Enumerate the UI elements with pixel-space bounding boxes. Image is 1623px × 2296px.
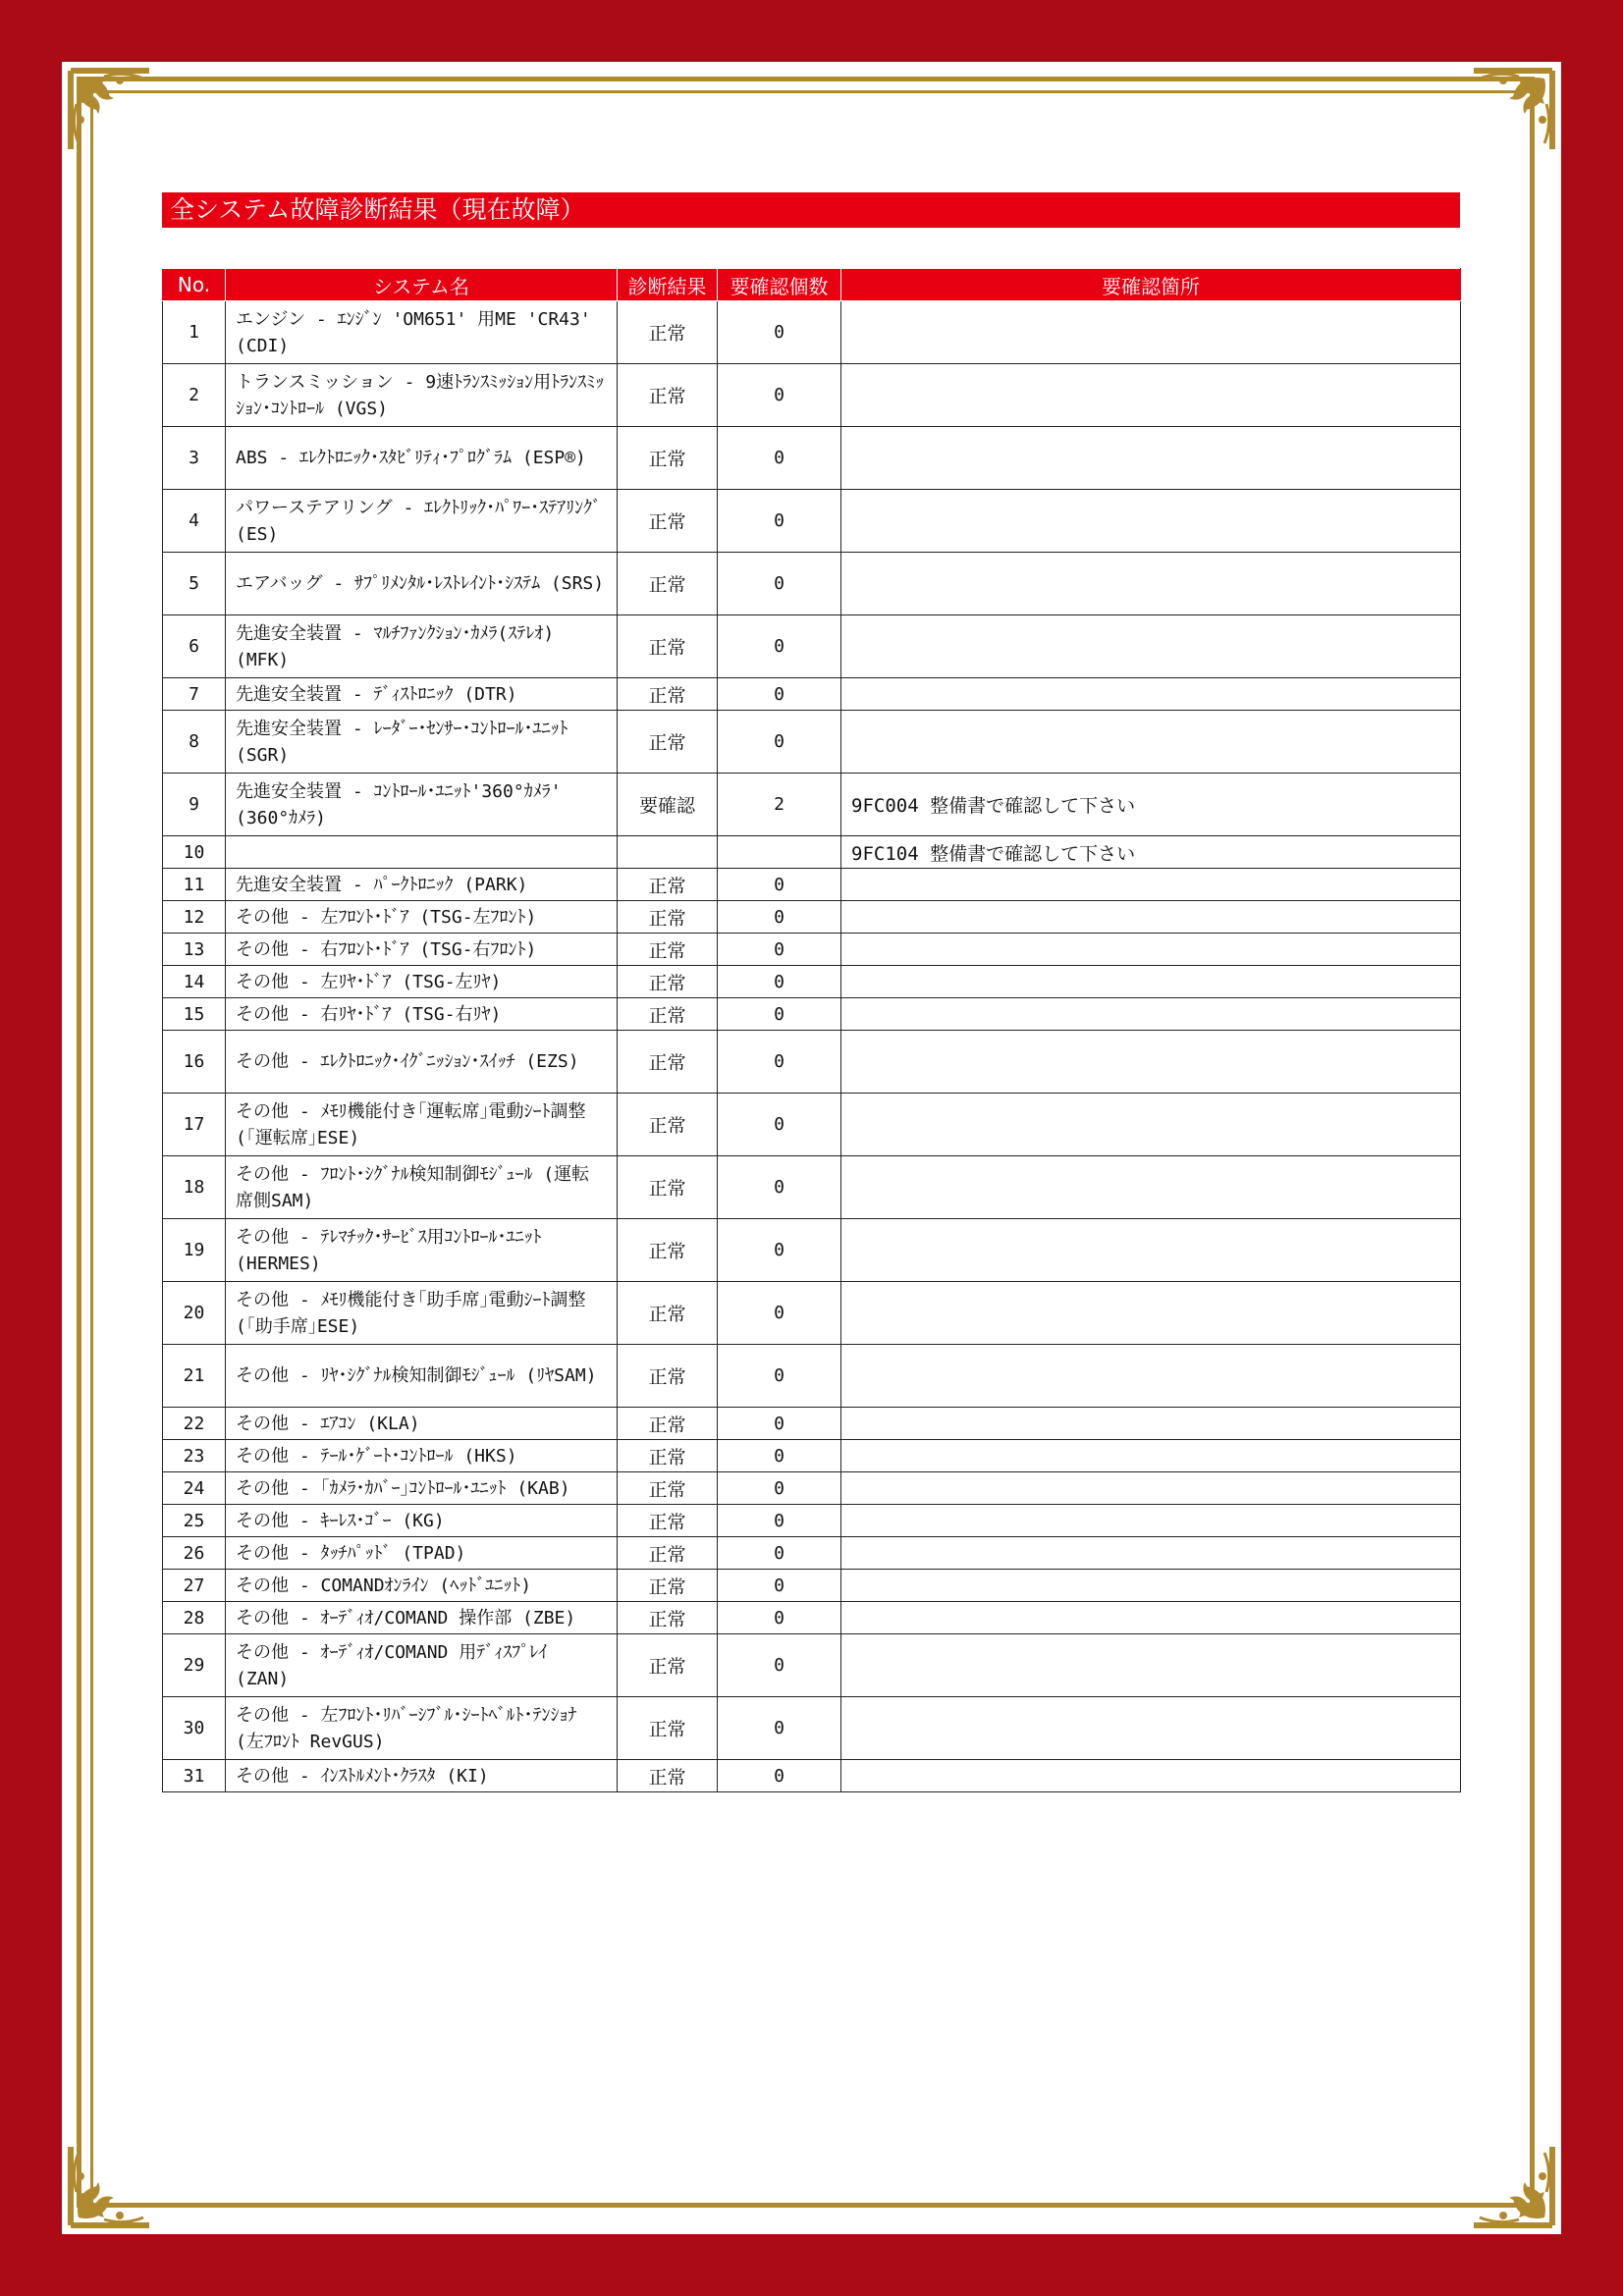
table-row (163, 1537, 1461, 1570)
check-location-cell: 9FC104 整備書で確認して下さい (841, 836, 1461, 869)
check-count-cell: 0 (718, 934, 841, 966)
table-row (163, 836, 1461, 869)
check-count-cell: 0 (718, 1760, 841, 1792)
system-name-cell: その他 - 右ﾘﾔ･ﾄﾞｱ (TSG-右ﾘﾔ) (226, 998, 618, 1031)
system-name-cell: その他 - ﾀｯﾁﾊﾟｯﾄﾞ (TPAD) (226, 1537, 618, 1570)
diagnosis-result-cell: 正常 (618, 1345, 718, 1408)
row-number: 18 (163, 1156, 226, 1219)
check-location-cell (841, 1031, 1461, 1094)
table-row (163, 1570, 1461, 1602)
table-header-row (163, 269, 1461, 301)
check-location-cell (841, 364, 1461, 427)
row-number: 16 (163, 1031, 226, 1094)
check-location-cell (841, 1156, 1461, 1219)
check-location-cell (841, 1505, 1461, 1537)
row-number: 27 (163, 1570, 226, 1602)
table-row (163, 1219, 1461, 1282)
row-number: 29 (163, 1634, 226, 1697)
check-count-cell (718, 836, 841, 869)
check-count-cell: 0 (718, 901, 841, 934)
check-count-cell: 0 (718, 1156, 841, 1219)
row-number: 31 (163, 1760, 226, 1792)
check-count-cell: 0 (718, 364, 841, 427)
row-number: 11 (163, 869, 226, 901)
system-name-cell: ABS - ｴﾚｸﾄﾛﾆｯｸ･ｽﾀﾋﾞﾘﾃｨ･ﾌﾟﾛｸﾞﾗﾑ (ESP®) (226, 427, 618, 490)
table-row (163, 869, 1461, 901)
system-name-cell: 先進安全装置 - ﾏﾙﾁﾌｧﾝｸｼｮﾝ･ｶﾒﾗ(ｽﾃﾚｵ) (MFK) (226, 615, 618, 678)
diagnosis-result-cell: 正常 (618, 998, 718, 1031)
page-title: 全システム故障診断結果（現在故障） (162, 192, 1460, 228)
check-location-cell (841, 678, 1461, 711)
diagnosis-result-cell: 正常 (618, 678, 718, 711)
check-location-cell (841, 711, 1461, 774)
table-row (163, 1031, 1461, 1094)
row-number: 13 (163, 934, 226, 966)
system-name-cell: その他 - ﾌﾛﾝﾄ･ｼｸﾞﾅﾙ検知制御ﾓｼﾞｭｰﾙ (運転席側SAM) (226, 1156, 618, 1219)
system-name-cell: その他 - ｢ｶﾒﾗ･ｶﾊﾞｰ｣ｺﾝﾄﾛｰﾙ･ﾕﾆｯﾄ (KAB) (226, 1472, 618, 1505)
check-location-cell (841, 301, 1461, 364)
system-name-cell: その他 - 右ﾌﾛﾝﾄ･ﾄﾞｱ (TSG-右ﾌﾛﾝﾄ) (226, 934, 618, 966)
table-row (163, 427, 1461, 490)
row-number: 17 (163, 1094, 226, 1156)
check-count-cell: 0 (718, 1602, 841, 1634)
system-name-cell: エンジン - ｴﾝｼﾞﾝ 'OM651' 用ME 'CR43' (CDI) (226, 301, 618, 364)
check-location-cell (841, 1760, 1461, 1792)
row-number: 28 (163, 1602, 226, 1634)
system-name-cell: その他 - ｵｰﾃﾞｨｵ/COMAND 操作部 (ZBE) (226, 1602, 618, 1634)
check-count-cell: 0 (718, 1031, 841, 1094)
check-location-cell (841, 869, 1461, 901)
diagnosis-result-cell: 正常 (618, 1219, 718, 1282)
diagnosis-result-cell (618, 836, 718, 869)
table-row (163, 998, 1461, 1031)
system-name-cell: その他 - 左ﾘﾔ･ﾄﾞｱ (TSG-左ﾘﾔ) (226, 966, 618, 998)
header-check-location: 要確認箇所 (841, 269, 1461, 301)
header-check-count: 要確認個数 (718, 269, 841, 301)
check-location-cell (841, 1408, 1461, 1440)
diagnosis-result-cell: 正常 (618, 301, 718, 364)
table-row (163, 1094, 1461, 1156)
diagnosis-result-cell: 正常 (618, 869, 718, 901)
system-name-cell: その他 - 左ﾌﾛﾝﾄ･ﾄﾞｱ (TSG-左ﾌﾛﾝﾄ) (226, 901, 618, 934)
diagnosis-result-cell: 正常 (618, 1440, 718, 1472)
table-row (163, 1408, 1461, 1440)
row-number: 30 (163, 1697, 226, 1760)
system-name-cell: 先進安全装置 - ﾃﾞｨｽﾄﾛﾆｯｸ (DTR) (226, 678, 618, 711)
table-row (163, 1602, 1461, 1634)
system-name-cell: 先進安全装置 - ﾊﾟｰｸﾄﾛﾆｯｸ (PARK) (226, 869, 618, 901)
diagnosis-result-cell: 正常 (618, 901, 718, 934)
corner-ornament-icon (65, 65, 155, 155)
check-count-cell: 0 (718, 1697, 841, 1760)
row-number: 23 (163, 1440, 226, 1472)
table-row (163, 711, 1461, 774)
row-number: 2 (163, 364, 226, 427)
table-row (163, 364, 1461, 427)
table-row (163, 934, 1461, 966)
table-row (163, 1440, 1461, 1472)
diagnosis-result-cell: 要確認 (618, 774, 718, 836)
check-location-cell (841, 1537, 1461, 1570)
system-name-cell: その他 - ﾘﾔ･ｼｸﾞﾅﾙ検知制御ﾓｼﾞｭｰﾙ (ﾘﾔSAM) (226, 1345, 618, 1408)
check-location-cell (841, 1472, 1461, 1505)
row-number: 20 (163, 1282, 226, 1345)
check-location-cell (841, 1219, 1461, 1282)
check-location-cell: 9FC004 整備書で確認して下さい (841, 774, 1461, 836)
check-location-cell (841, 490, 1461, 553)
check-count-cell: 0 (718, 301, 841, 364)
system-name-cell: パワーステアリング - ｴﾚｸﾄﾘｯｸ･ﾊﾟﾜｰ･ｽﾃｱﾘﾝｸﾞ (ES) (226, 490, 618, 553)
system-name-cell: その他 - COMANDｵﾝﾗｲﾝ (ﾍｯﾄﾞﾕﾆｯﾄ) (226, 1570, 618, 1602)
check-count-cell: 0 (718, 1440, 841, 1472)
table-row (163, 615, 1461, 678)
row-number: 19 (163, 1219, 226, 1282)
row-number: 1 (163, 301, 226, 364)
diagnosis-table (162, 268, 1461, 1792)
table-row (163, 901, 1461, 934)
row-number: 26 (163, 1537, 226, 1570)
system-name-cell: トランスミッション - 9速ﾄﾗﾝｽﾐｯｼｮﾝ用ﾄﾗﾝｽﾐｯｼｮﾝ･ｺﾝﾄﾛｰﾙ (VGS) (226, 364, 618, 427)
header-no: No. (163, 269, 226, 301)
check-count-cell: 0 (718, 427, 841, 490)
check-count-cell: 0 (718, 711, 841, 774)
header-diagnosis-result: 診断結果 (618, 269, 718, 301)
check-location-cell (841, 1282, 1461, 1345)
system-name-cell: その他 - ｷｰﾚｽ･ｺﾞｰ (KG) (226, 1505, 618, 1537)
row-number: 15 (163, 998, 226, 1031)
check-count-cell: 0 (718, 1345, 841, 1408)
check-count-cell: 0 (718, 490, 841, 553)
row-number: 7 (163, 678, 226, 711)
table-row (163, 1697, 1461, 1760)
diagnosis-result-cell: 正常 (618, 427, 718, 490)
table-row (163, 1156, 1461, 1219)
check-location-cell (841, 901, 1461, 934)
check-count-cell: 0 (718, 1472, 841, 1505)
row-number: 8 (163, 711, 226, 774)
diagnosis-result-cell: 正常 (618, 1505, 718, 1537)
check-location-cell (841, 1697, 1461, 1760)
diagnosis-result-cell: 正常 (618, 1156, 718, 1219)
row-number: 4 (163, 490, 226, 553)
check-location-cell (841, 1634, 1461, 1697)
check-location-cell (841, 934, 1461, 966)
diagnosis-result-cell: 正常 (618, 1282, 718, 1345)
table-row (163, 1505, 1461, 1537)
diagnosis-result-cell: 正常 (618, 1537, 718, 1570)
table-row (163, 1760, 1461, 1792)
system-name-cell: その他 - ｵｰﾃﾞｨｵ/COMAND 用ﾃﾞｨｽﾌﾟﾚｲ (ZAN) (226, 1634, 618, 1697)
system-name-cell: その他 - ﾒﾓﾘ機能付き｢助手席｣電動ｼｰﾄ調整 (｢助手席｣ESE) (226, 1282, 618, 1345)
header-system-name: システム名 (226, 269, 618, 301)
diagnosis-result-cell: 正常 (618, 1760, 718, 1792)
corner-ornament-icon (1468, 65, 1558, 155)
diagnosis-result-cell: 正常 (618, 490, 718, 553)
row-number: 24 (163, 1472, 226, 1505)
check-location-cell (841, 615, 1461, 678)
check-location-cell (841, 1345, 1461, 1408)
check-location-cell (841, 553, 1461, 615)
row-number: 21 (163, 1345, 226, 1408)
diagnosis-result-cell: 正常 (618, 1408, 718, 1440)
diagnosis-result-cell: 正常 (618, 966, 718, 998)
system-name-cell: 先進安全装置 - ﾚｰﾀﾞｰ･ｾﾝｻｰ･ｺﾝﾄﾛｰﾙ･ﾕﾆｯﾄ (SGR) (226, 711, 618, 774)
diagnosis-result-cell: 正常 (618, 364, 718, 427)
check-count-cell: 0 (718, 678, 841, 711)
row-number: 10 (163, 836, 226, 869)
table-row (163, 301, 1461, 364)
check-count-cell: 0 (718, 1408, 841, 1440)
check-count-cell: 0 (718, 998, 841, 1031)
table-row (163, 774, 1461, 836)
diagnosis-result-cell: 正常 (618, 934, 718, 966)
diagnosis-result-cell: 正常 (618, 1570, 718, 1602)
check-count-cell: 0 (718, 1537, 841, 1570)
check-count-cell: 0 (718, 1282, 841, 1345)
system-name-cell: その他 - ﾃﾚﾏﾁｯｸ･ｻｰﾋﾞｽ用ｺﾝﾄﾛｰﾙ･ﾕﾆｯﾄ (HERMES) (226, 1219, 618, 1282)
check-location-cell (841, 1602, 1461, 1634)
check-count-cell: 0 (718, 1505, 841, 1537)
system-name-cell: その他 - ﾒﾓﾘ機能付き｢運転席｣電動ｼｰﾄ調整 (｢運転席｣ESE) (226, 1094, 618, 1156)
check-count-cell: 0 (718, 1634, 841, 1697)
diagnosis-result-cell: 正常 (618, 1094, 718, 1156)
row-number: 5 (163, 553, 226, 615)
check-count-cell: 0 (718, 869, 841, 901)
system-name-cell (226, 836, 618, 869)
system-name-cell: その他 - 左ﾌﾛﾝﾄ･ﾘﾊﾞｰｼﾌﾞﾙ･ｼｰﾄﾍﾞﾙﾄ･ﾃﾝｼｮﾅ (左ﾌﾛﾝﾄ RevGUS) (226, 1697, 618, 1760)
diagnosis-result-cell: 正常 (618, 553, 718, 615)
check-count-cell: 0 (718, 553, 841, 615)
diagnosis-result-cell: 正常 (618, 615, 718, 678)
system-name-cell: その他 - ｲﾝｽﾄﾙﾒﾝﾄ･ｸﾗｽﾀ (KI) (226, 1760, 618, 1792)
check-count-cell: 0 (718, 1094, 841, 1156)
row-number: 25 (163, 1505, 226, 1537)
check-location-cell (841, 1440, 1461, 1472)
check-location-cell (841, 427, 1461, 490)
corner-ornament-icon (1468, 2141, 1558, 2231)
diagnosis-result-cell: 正常 (618, 1602, 718, 1634)
row-number: 6 (163, 615, 226, 678)
check-location-cell (841, 966, 1461, 998)
table-row (163, 966, 1461, 998)
table-row (163, 490, 1461, 553)
table-row (163, 1634, 1461, 1697)
diagnosis-result-cell: 正常 (618, 711, 718, 774)
diagnosis-result-cell: 正常 (618, 1634, 718, 1697)
table-row (163, 678, 1461, 711)
row-number: 3 (163, 427, 226, 490)
row-number: 12 (163, 901, 226, 934)
table-row (163, 1472, 1461, 1505)
check-count-cell: 0 (718, 1570, 841, 1602)
row-number: 9 (163, 774, 226, 836)
table-row (163, 1282, 1461, 1345)
system-name-cell: その他 - ｴｱｺﾝ (KLA) (226, 1408, 618, 1440)
check-count-cell: 0 (718, 1219, 841, 1282)
diagnosis-result-cell: 正常 (618, 1031, 718, 1094)
diagnosis-result-cell: 正常 (618, 1472, 718, 1505)
row-number: 22 (163, 1408, 226, 1440)
corner-ornament-icon (65, 2141, 155, 2231)
check-location-cell (841, 1094, 1461, 1156)
check-count-cell: 2 (718, 774, 841, 836)
check-count-cell: 0 (718, 615, 841, 678)
check-location-cell (841, 1570, 1461, 1602)
table-row (163, 553, 1461, 615)
diagnosis-result-cell: 正常 (618, 1697, 718, 1760)
system-name-cell: 先進安全装置 - ｺﾝﾄﾛｰﾙ･ﾕﾆｯﾄ'360°ｶﾒﾗ' (360°ｶﾒﾗ) (226, 774, 618, 836)
row-number: 14 (163, 966, 226, 998)
system-name-cell: その他 - ｴﾚｸﾄﾛﾆｯｸ･ｲｸﾞﾆｯｼｮﾝ･ｽｲｯﾁ (EZS) (226, 1031, 618, 1094)
system-name-cell: その他 - ﾃｰﾙ･ｹﾞｰﾄ･ｺﾝﾄﾛｰﾙ (HKS) (226, 1440, 618, 1472)
check-count-cell: 0 (718, 966, 841, 998)
system-name-cell: エアバッグ - ｻﾌﾟﾘﾒﾝﾀﾙ･ﾚｽﾄﾚｲﾝﾄ･ｼｽﾃﾑ (SRS) (226, 553, 618, 615)
check-location-cell (841, 998, 1461, 1031)
table-row (163, 1345, 1461, 1408)
